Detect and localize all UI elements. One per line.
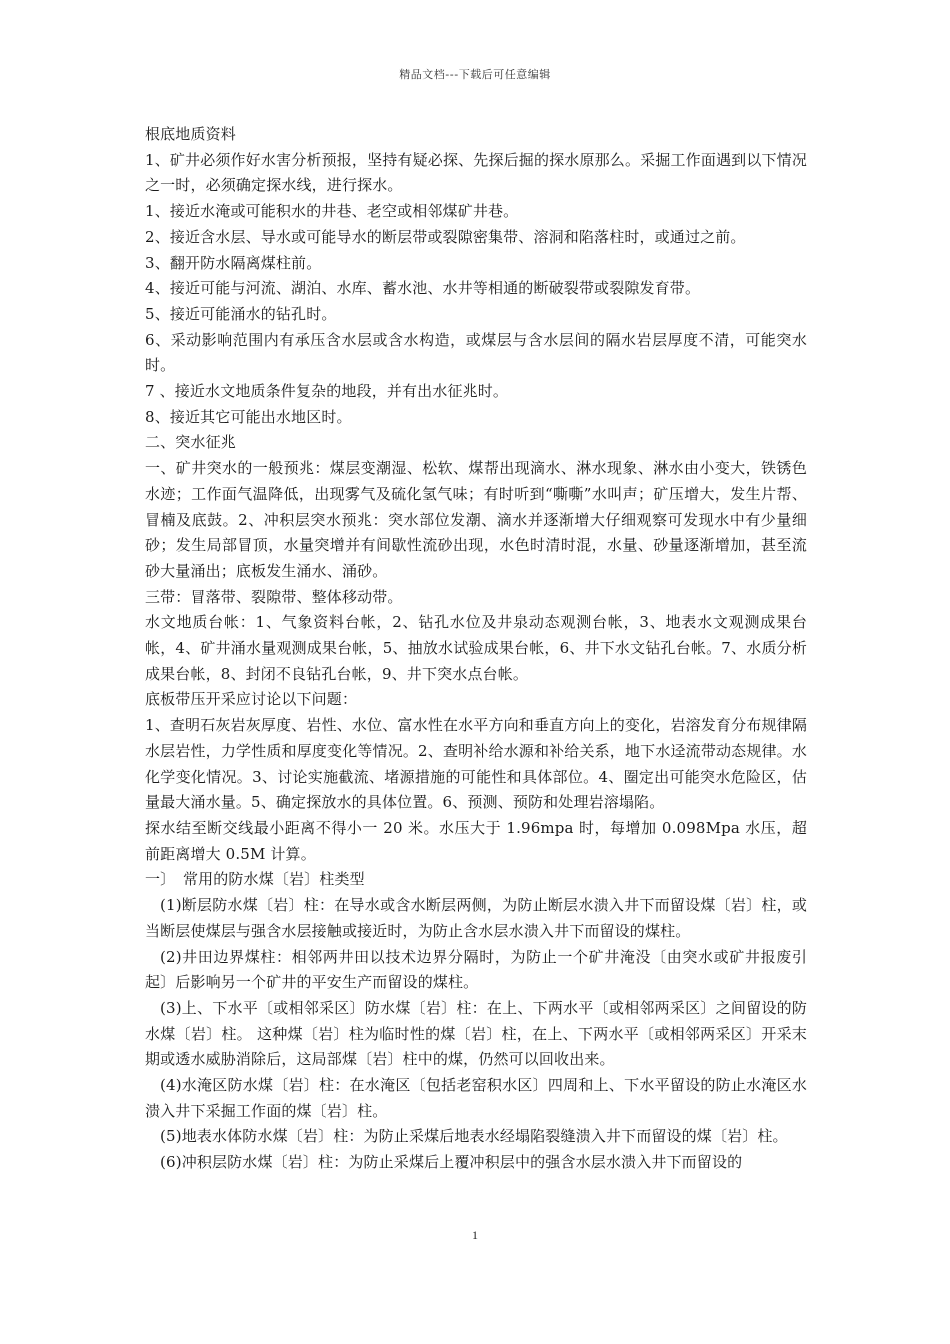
paragraph: 1、矿井必须作好水害分析预报，坚持有疑必探、先探后掘的探水原那么。采掘工作面遇到以下情况之一时，必须确定探水线，进行探水。	[145, 150, 807, 195]
paragraph: 三带：冒落带、裂隙带、整体移动带。	[145, 587, 403, 606]
section-heading: 一〕 常用的防水煤〔岩〕柱类型	[145, 870, 365, 889]
paragraph: 一、矿井突水的一般预兆：煤层变潮湿、松软、煤帮出现滴水、淋水现象、淋水由小变大，铁锈色水迹；工作面气温降低，出现雾气及硫化氢气味；有时听到“嘶嘶”水叫声；矿压增大，发生片帮、冒楠及底鼓。2、冲积层突水预兆：突水部位发潮、滴水并逐渐增大仔细观察可发现水中有少量细砂；发生局部冒顶，水量突增并有间歇性流砂出现，水色时清时混，水量、砂量逐渐增加，甚至流砂大量涌出；底板发生涌水、涌砂。	[145, 459, 807, 580]
list-item: (3)上、下水平〔或相邻采区〕防水煤〔岩〕柱：在上、下两水平〔或相邻两采区〕之间留设的防水煤〔岩〕柱。 这种煤〔岩〕柱为临时性的煤〔岩〕柱，在上、下两水平〔或相邻两采区〕开采末期或透水威胁消除后，这局部煤〔岩〕柱中的煤，仍然可以回收出来。	[145, 998, 807, 1069]
list-item: 5、接近可能涌水的钻孔时。	[145, 304, 337, 323]
list-item: 7 、接近水文地质条件复杂的地段，并有出水征兆时。	[145, 382, 509, 401]
paragraph: 探水结至断交线最小距离不得小一 20 米。水压大于 1.96mpa 时，每增加 0.098Mpa 水压，超前距离增大 0.5M 计算。	[145, 818, 807, 863]
list-item: 1、接近水淹或可能积水的井巷、老空或相邻煤矿井巷。	[145, 202, 519, 221]
list-item: 2、接近含水层、导水或可能导水的断层带或裂隙密集带、溶洞和陷落柱时，或通过之前。	[145, 227, 746, 246]
list-item: 4、接近可能与河流、湖泊、水库、蓄水池、水井等相通的断破裂带或裂隙发育带。	[145, 279, 701, 298]
paragraph: 1、查明石灰岩灰厚度、岩性、水位、富水性在水平方向和垂直方向上的变化，岩溶发育分布规律隔水层岩性，力学性质和厚度变化等情况。2、查明补给水源和补给关系，地下水迳流带动态规律。水化学变化情况。3、讨论实施截流、堵源措施的可能性和具体部位。4、圈定出可能突水危险区，估量最大涌水量。5、确定探放水的具体位置。6、预测、预防和处理岩溶塌陷。	[145, 716, 807, 812]
list-item: (1)断层防水煤〔岩〕柱：在导水或含水断层两侧，为防止断层水溃入井下而留设煤〔岩〕柱，或当断层使煤层与强含水层接触或接近时，为防止含水层水溃入井下而留设的煤柱。	[145, 896, 807, 940]
list-item: (2)井田边界煤柱：相邻两井田以技术边界分隔时，为防止一个矿井淹没〔由突水或矿井报废引起〕后影响另一个矿井的平安生产而留设的煤柱。	[145, 947, 807, 992]
paragraph: 水文地质台帐：1、气象资料台帐，2、钻孔水位及井泉动态观测台帐，3、地表水文观测成果台帐，4、矿井涌水量观测成果台帐，5、抽放水试验成果台帐，6、井下水文钻孔台帐。7、水质分析成果台帐，8、封闭不良钻孔台帐，9、井下突水点台帐。	[145, 613, 807, 683]
list-item: 6、采动影响范围内有承压含水层或含水构造，或煤层与含水层间的隔水岩层厚度不清，可能突水时。	[145, 330, 807, 375]
page-number: 1	[472, 1228, 478, 1242]
document-body	[145, 122, 807, 1176]
list-item: 8、接近其它可能出水地区时。	[145, 407, 352, 426]
list-item: (4)水淹区防水煤〔岩〕柱：在水淹区〔包括老窑积水区〕四周和上、下水平留设的防止水淹区水溃入井下采掘工作面的煤〔岩〕柱。	[145, 1076, 807, 1120]
section-heading: 二、突水征兆	[145, 433, 236, 452]
list-item: (6)冲积层防水煤〔岩〕柱：为防止采煤后上覆冲积层中的强含水层水溃入井下而留设的	[160, 1153, 743, 1172]
section-title: 根底地质资料	[145, 125, 236, 143]
page-header: 精品文档---下载后可任意编辑	[399, 68, 551, 81]
list-item: (5)地表水体防水煤〔岩〕柱：为防止采煤后地表水经塌陷裂缝溃入井下而留设的煤〔岩〕柱。	[160, 1127, 788, 1146]
list-item: 3、翻开防水隔离煤柱前。	[145, 253, 322, 272]
paragraph: 底板带压开采应讨论以下问题：	[145, 690, 358, 709]
